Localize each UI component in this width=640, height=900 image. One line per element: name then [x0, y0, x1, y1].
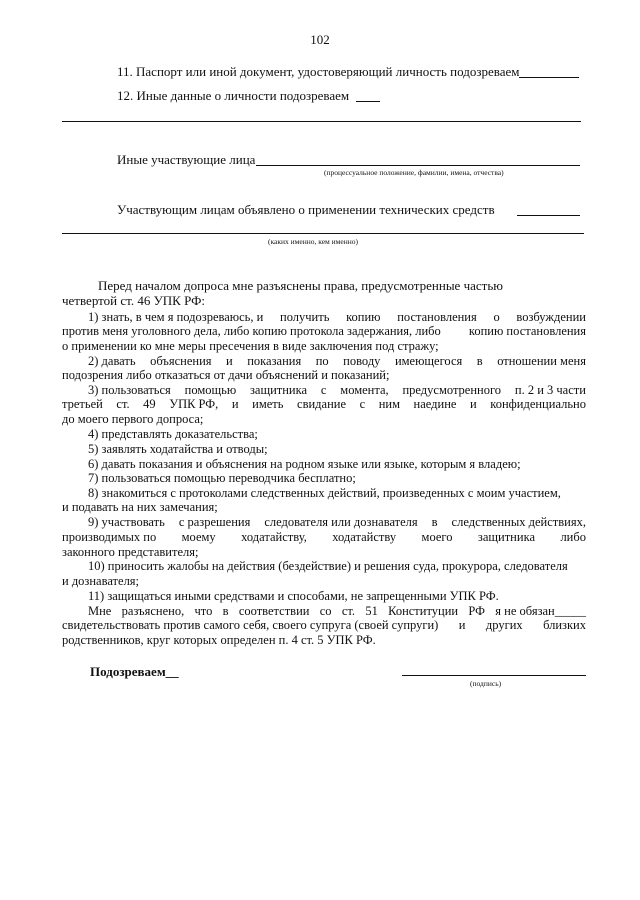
text-segment: помощью	[184, 383, 237, 397]
text-segment: с разрешения	[178, 515, 251, 529]
right-3-line-3: до моего первого допроса;	[62, 412, 204, 426]
text-segment: возбуждении	[516, 310, 586, 324]
text-segment: свидание	[297, 397, 346, 411]
text-segment: с	[359, 397, 366, 411]
right-9-line-2	[62, 530, 586, 544]
text-segment: 49	[143, 397, 156, 411]
text-segment: момента,	[340, 383, 389, 397]
text-segment: в	[431, 515, 438, 529]
text-segment: ст.	[116, 397, 130, 411]
right-1-line-3: о применении ко мне меры пресечения в виде заключения под стражу;	[62, 339, 439, 353]
text-segment: Конституции	[388, 604, 459, 618]
right-3-line-1	[88, 383, 586, 397]
right-1-line-2	[62, 324, 586, 338]
right-2-line-2: подозрения либо отказаться от дачи объяснений и показаний;	[62, 368, 390, 382]
right-9-line-1	[88, 515, 586, 529]
text-segment: копию постановления	[468, 324, 586, 338]
text-segment: копию	[346, 310, 381, 324]
tech-means-line[interactable]	[62, 233, 584, 234]
text-segment: других	[485, 618, 523, 632]
text-segment: ходатайству	[332, 530, 397, 544]
text-segment: что	[194, 604, 213, 618]
text-segment: ним	[378, 397, 400, 411]
constitution-line-3: родственников, круг которых определен п. 4 ст. 5 УПК РФ.	[62, 633, 376, 647]
right-10-line-2: и дознавателя;	[62, 574, 140, 588]
text-segment: моего	[421, 530, 453, 544]
text-segment: близких	[543, 618, 586, 632]
text-segment: следственных действиях,	[451, 515, 586, 529]
right-4: 4) представлять доказательства;	[88, 427, 258, 441]
item-11-label: 11. Паспорт или иной документ, удостоверяющий личность подозреваем	[117, 64, 520, 79]
text-segment: моему	[181, 530, 216, 544]
text-segment: и	[470, 397, 477, 411]
text-segment: 9) участвовать	[88, 515, 165, 529]
text-segment: ст.	[341, 604, 356, 618]
item-12-label: 12. Иные данные о личности подозреваем	[117, 88, 350, 103]
right-1-line-1	[88, 310, 586, 324]
text-segment: имеющегося	[394, 354, 463, 368]
right-2-line-1	[88, 354, 586, 368]
right-7: 7) пользоваться помощью переводчика бесплатно;	[88, 471, 356, 485]
text-segment: отношении меня	[497, 354, 586, 368]
text-segment: по	[315, 354, 329, 368]
text-segment: либо	[560, 530, 586, 544]
text-segment: следователя или дознавателя	[264, 515, 418, 529]
text-segment: защитника	[249, 383, 308, 397]
text-segment: 2) давать	[88, 354, 136, 368]
text-segment: конфиденциально	[490, 397, 586, 411]
text-segment: третьей	[62, 397, 103, 411]
text-segment: иметь	[252, 397, 284, 411]
right-5: 5) заявлять ходатайства и отводы;	[88, 442, 268, 456]
participants-blank[interactable]	[256, 165, 580, 166]
right-11: 11) защищаться иными средствами и способами, не запрещенными УПК РФ.	[88, 589, 499, 603]
text-segment: против меня уголовного дела, либо копию протокола задержания, либо	[62, 324, 441, 338]
tech-means-caption: (каких именно, кем именно)	[268, 237, 359, 246]
text-segment: объяснения	[150, 354, 212, 368]
participants-label: Иные участвующие лица	[117, 152, 256, 167]
text-segment: поводу	[343, 354, 381, 368]
suspect-signature-label: Подозреваем__	[90, 664, 179, 679]
text-segment: со	[319, 604, 332, 618]
tech-means-label: Участвующим лицам объявлено о применении технических средств	[117, 202, 495, 217]
text-segment: 3) пользоваться	[88, 383, 171, 397]
item-12-blank[interactable]	[356, 101, 380, 102]
text-segment: показания	[247, 354, 302, 368]
page-number: 102	[310, 32, 330, 47]
text-segment: соответствии	[238, 604, 310, 618]
right-3-line-2	[62, 397, 586, 411]
signature-blank[interactable]	[402, 675, 586, 676]
text-segment: ходатайству,	[241, 530, 307, 544]
text-segment: РФ	[468, 604, 485, 618]
text-segment: защитника	[477, 530, 535, 544]
text-segment: получить	[280, 310, 330, 324]
text-segment: 1) знать, в чем я подозреваюсь, и	[88, 310, 264, 324]
rights-intro-line-1: Перед началом допроса мне разъяснены права, предусмотренные частью	[98, 278, 503, 293]
text-segment: свидетельствовать против самого себя, своего супруга (своей супруги)	[62, 618, 439, 632]
text-segment: в	[222, 604, 229, 618]
constitution-line-1	[88, 604, 586, 618]
text-segment: п. 2 и 3 части	[514, 383, 586, 397]
item-11-blank[interactable]	[519, 77, 579, 78]
text-segment: разъяснено,	[121, 604, 185, 618]
text-segment: производимых по	[62, 530, 157, 544]
item-12-continuation-line[interactable]	[62, 121, 581, 122]
right-9-line-3: законного представителя;	[62, 545, 199, 559]
right-8-line-1	[88, 486, 586, 500]
text-segment: с	[320, 383, 327, 397]
text-segment: и	[458, 618, 466, 632]
right-10-line-1	[88, 559, 586, 573]
text-segment: и	[231, 397, 239, 411]
text-segment: постановления	[397, 310, 477, 324]
signature-caption: (подпись)	[470, 679, 502, 688]
text-segment: о	[493, 310, 500, 324]
text-segment: наедине	[413, 397, 457, 411]
tech-means-blank[interactable]	[517, 215, 580, 216]
text-segment: 10) приносить жалобы на действия (бездействие) и решения суда, прокурора, следователя	[88, 559, 568, 573]
text-segment: я не обязан_____	[495, 604, 586, 618]
right-6: 6) давать показания и объяснения на родном языке или языке, которым я владею;	[88, 457, 521, 471]
participants-caption: (процессуальное положение, фамилии, имена, отчества)	[324, 168, 504, 177]
text-segment: и	[226, 354, 233, 368]
text-segment: Мне	[88, 604, 112, 618]
text-segment: 51	[365, 604, 378, 618]
text-segment: предусмотренного	[402, 383, 502, 397]
right-8-line-2: и подавать на них замечания;	[62, 500, 218, 514]
constitution-line-2	[62, 618, 586, 632]
text-segment: УПК РФ,	[169, 397, 219, 411]
rights-intro-line-2: четвертой ст. 46 УПК РФ:	[62, 293, 205, 308]
text-segment: в	[476, 354, 483, 368]
text-segment: 8) знакомиться с протоколами следственных действий, произведенных с моим участием,	[88, 486, 561, 500]
